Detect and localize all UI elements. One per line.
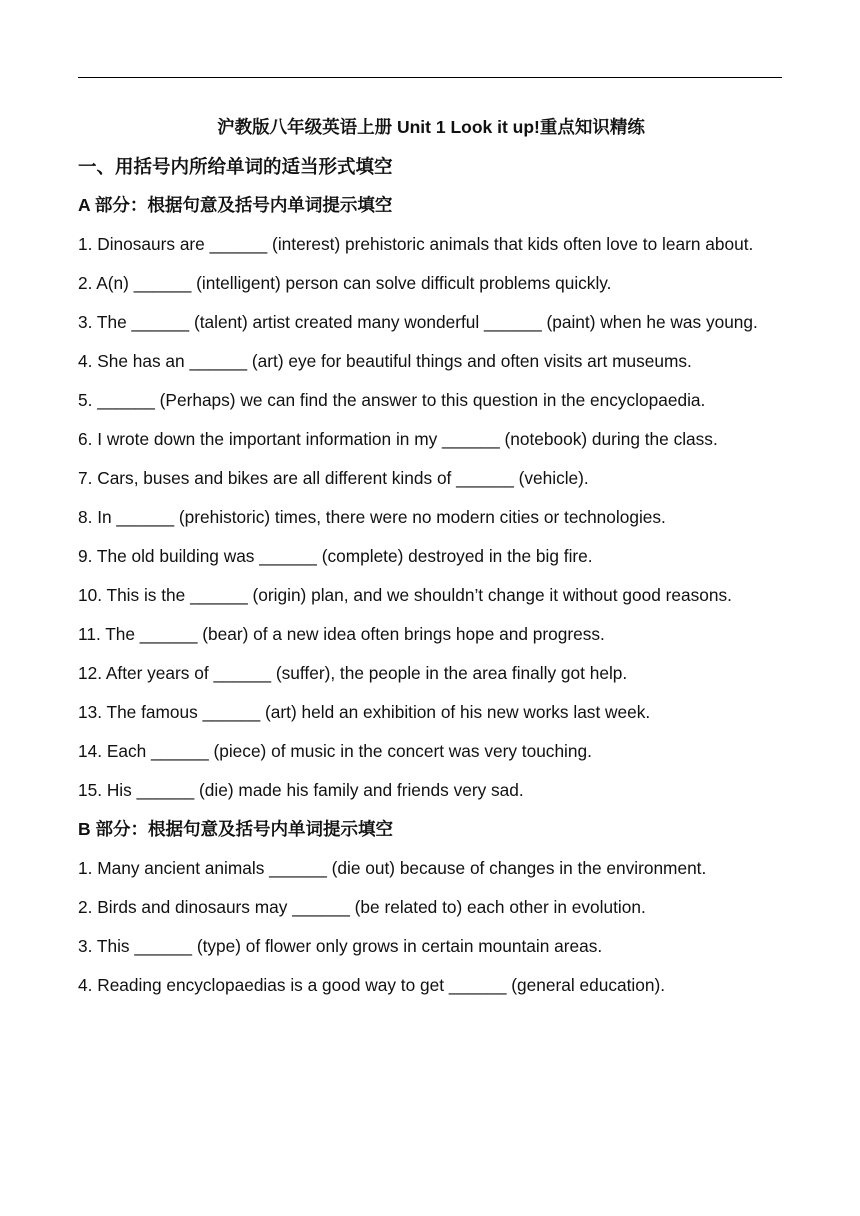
part-b-question-list [78,849,784,1005]
question-a-6: 6. I wrote down the important information in my ______ (notebook) during the class. [78,429,718,449]
question-a-7: 7. Cars, buses and bikes are all different kinds of ______ (vehicle). [78,468,589,488]
document-title: 沪教版八年级英语上册 Unit 1 Look it up!重点知识精练 [217,117,645,137]
question-a-4: 4. She has an ______ (art) eye for beautiful things and often visits art museums. [78,351,692,371]
question-b-3: 3. This ______ (type) of flower only grows in certain mountain areas. [78,936,603,956]
question-b-2: 2. Birds and dinosaurs may ______ (be related to) each other in evolution. [78,897,646,917]
question-b-1: 1. Many ancient animals ______ (die out) because of changes in the environment. [78,858,707,878]
question-a-10: 10. This is the ______ (origin) plan, and we shouldn’t change it without good reasons. [78,585,732,605]
question-a-9: 9. The old building was ______ (complete) destroyed in the big fire. [78,546,593,566]
question-a-11: 11. The ______ (bear) of a new idea often brings hope and progress. [78,624,605,644]
part-a-heading: A 部分：根据句意及括号内单词提示填空 [78,195,393,215]
part-a-question-list [78,225,784,810]
section-heading-fill-in: 一、用括号内所给单词的适当形式填空 [78,156,393,177]
question-a-13: 13. The famous ______ (art) held an exhibition of his new works last week. [78,702,651,722]
question-a-2: 2. A(n) ______ (intelligent) person can solve difficult problems quickly. [78,273,612,293]
question-a-12: 12. After years of ______ (suffer), the people in the area finally got help. [78,663,628,683]
part-b-heading: B 部分：根据句意及括号内单词提示填空 [78,819,393,839]
question-b-4: 4. Reading encyclopaedias is a good way to get ______ (general education). [78,975,666,995]
header-rule [78,77,782,78]
question-a-8: 8. In ______ (prehistoric) times, there were no modern cities or technologies. [78,507,666,527]
question-a-14: 14. Each ______ (piece) of music in the concert was very touching. [78,741,592,761]
question-a-15: 15. His ______ (die) made his family and friends very sad. [78,780,524,800]
question-a-1: 1. Dinosaurs are ______ (interest) prehistoric animals that kids often love to learn about. [78,234,754,254]
question-a-5: 5. ______ (Perhaps) we can find the answer to this question in the encyclopaedia. [78,390,706,410]
document-body [78,108,784,1005]
question-a-3: 3. The ______ (talent) artist created many wonderful ______ (paint) when he was young. [78,312,758,332]
